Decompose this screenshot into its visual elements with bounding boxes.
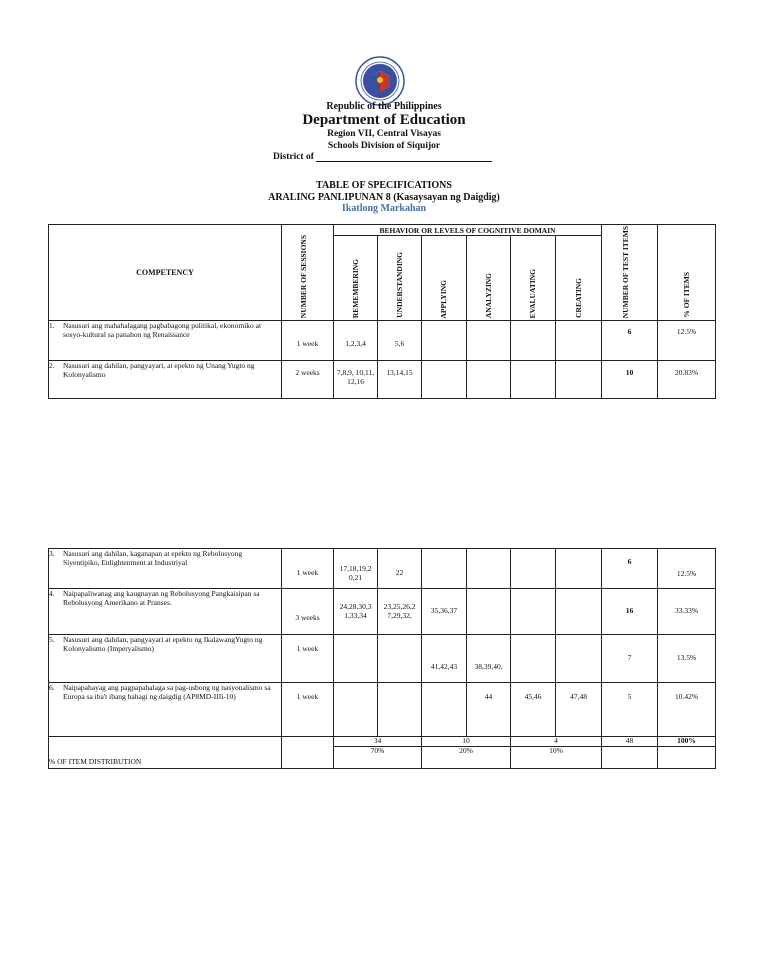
creating-cell (556, 549, 602, 589)
total-evaluate-create-count: 4 (511, 737, 602, 747)
applying-cell: 41,42,43 (422, 635, 467, 683)
understanding-header: UNDERSTANDING (378, 236, 422, 321)
evaluating-cell: 45,46 (511, 683, 556, 737)
table-row (49, 635, 716, 683)
understanding-cell: 5,6 (378, 321, 422, 361)
analyzing-cell (467, 321, 511, 361)
sessions-cell: 3 weeks (282, 589, 334, 635)
table-row (49, 589, 716, 635)
totals-percent-blank (658, 747, 716, 769)
items-cell: 6 (602, 549, 658, 589)
sessions-cell: 2 weeks (282, 361, 334, 399)
table-row (49, 321, 716, 361)
evaluating-header: EVALUATING (511, 236, 556, 321)
total-apply-analyze-count: 10 (422, 737, 511, 747)
remembering-cell: 24,28,30,3 1,33,34 (334, 589, 378, 635)
analyzing-cell (467, 589, 511, 635)
remembering-cell: 7,8,9, 10,11, 12,16 (334, 361, 378, 399)
competency-cell: 2. Nasusuri ang dahilan, pangyayari, at epekto ng Unang Yugto ng Kolonyalismo (49, 361, 282, 399)
applying-header: APPLYING (422, 236, 467, 321)
division-heading: Schools Division of Siquijor (327, 141, 441, 151)
percent-cell: 13.5% (658, 635, 716, 683)
evaluating-cell (511, 361, 556, 399)
tos-table-part1 (48, 224, 716, 399)
remembering-cell (334, 635, 378, 683)
totals-items-blank (602, 747, 658, 769)
test-items-header: NUMBER OF TEST ITEMS (602, 225, 658, 321)
total-percent: 100% (658, 737, 716, 747)
understanding-cell: 23,25,26,2 7,29,32, (378, 589, 422, 635)
sessions-cell: 1 week (282, 321, 334, 361)
evaluating-cell (511, 635, 556, 683)
tos-title: TABLE OF SPECIFICATIONS (316, 180, 452, 191)
evaluating-cell (511, 321, 556, 361)
applying-cell (422, 549, 467, 589)
table-row (49, 683, 716, 737)
percent-items-header: % OF ITEMS (658, 225, 716, 321)
remembering-header: REMEMBERING (334, 236, 378, 321)
applying-cell (422, 683, 467, 737)
subject-title: ARALING PANLIPUNAN 8 (Kasaysayan ng Daigdig) (268, 192, 500, 203)
understanding-cell: 13,14,15 (378, 361, 422, 399)
cognitive-domain-header: BEHAVIOR OR LEVELS OF COGNITIVE DOMAIN (334, 225, 602, 236)
items-cell: 16 (602, 589, 658, 635)
creating-cell (556, 361, 602, 399)
item-distribution-label: % OF ITEM DISTRIBUTION (49, 737, 282, 769)
creating-cell (556, 635, 602, 683)
percent-cell: 20.83% (658, 361, 716, 399)
competency-cell: 4. Naipapaliwanag ang kaugnayan ng Rebolusyong Pangkaisipan sa Rebolusyong Amerikano at Pranses. (49, 589, 282, 635)
sessions-header: NUMBER OF SESSIONS (282, 225, 334, 321)
district-label: District of (273, 152, 314, 162)
items-cell: 10 (602, 361, 658, 399)
district-blank (316, 152, 492, 162)
region-heading: Region VII, Central Visayas (327, 129, 441, 139)
table-row (49, 361, 716, 399)
analyzing-header: ANALYZING (467, 236, 511, 321)
creating-header: CREATING (556, 236, 602, 321)
items-cell: 7 (602, 635, 658, 683)
analyzing-cell (467, 361, 511, 399)
items-cell: 5 (602, 683, 658, 737)
tos-table-part2 (48, 548, 716, 769)
sessions-cell: 1 week (282, 635, 334, 683)
sessions-cell: 1 week (282, 549, 334, 589)
totals-row-counts (49, 737, 716, 747)
total-evaluate-create-percent: 10% (511, 747, 602, 769)
understanding-cell (378, 683, 422, 737)
deped-seal-logo (355, 56, 405, 106)
totals-sessions-cell (282, 737, 334, 769)
evaluating-cell (511, 549, 556, 589)
competency-header: COMPETENCY (49, 225, 282, 321)
remembering-cell: 17,18,19,2 0,21 (334, 549, 378, 589)
competency-cell: 5. Nasusuri ang dahilan, pangyayari at epekto ng IkalawangYugto ng Kolonyalismo (Imperyalismo) (49, 635, 282, 683)
competency-cell: 3. Nasusuri ang dahilan, kaganapan at epekto ng Rebolusyong Siyentipiko, Enlightenment at Industriyal (49, 549, 282, 589)
total-remember-understand-count: 34 (334, 737, 422, 747)
republic-heading: Republic of the Philippines (326, 101, 442, 112)
percent-cell: 33.33% (658, 589, 716, 635)
analyzing-cell: 38,39,40, (467, 635, 511, 683)
district-line (273, 152, 492, 162)
department-heading: Department of Education (302, 112, 466, 128)
table-row (49, 549, 716, 589)
competency-cell: 1. Nasusuri ang mahahalagang pagbabagong pulitikal, ekonomiko at sosyo-kultural sa panahon ng Renaissance (49, 321, 282, 361)
analyzing-cell: 44 (467, 683, 511, 737)
remembering-cell (334, 683, 378, 737)
remembering-cell: 1,2,3,4 (334, 321, 378, 361)
evaluating-cell (511, 589, 556, 635)
applying-cell (422, 361, 467, 399)
percent-cell: 12.5% (658, 549, 716, 589)
percent-cell: 12.5% (658, 321, 716, 361)
sessions-cell: 1 week (282, 683, 334, 737)
total-items: 48 (602, 737, 658, 747)
creating-cell (556, 589, 602, 635)
understanding-cell (378, 635, 422, 683)
analyzing-cell (467, 549, 511, 589)
competency-cell: 6. Naipapahayag ang pagpapahalaga sa pag-usbong ng nasyonalismo sa Europa sa iba't ibang bahagi ng daigdig (AP8MD-IIIi-10) (49, 683, 282, 737)
applying-cell: 35,36,37 (422, 589, 467, 635)
creating-cell: 47,48 (556, 683, 602, 737)
understanding-cell: 22 (378, 549, 422, 589)
items-cell: 6 (602, 321, 658, 361)
percent-cell: 10.42% (658, 683, 716, 737)
applying-cell (422, 321, 467, 361)
creating-cell (556, 321, 602, 361)
total-apply-analyze-percent: 20% (422, 747, 511, 769)
total-remember-understand-percent: 70% (334, 747, 422, 769)
quarter-title: Ikatlong Markahan (341, 203, 427, 214)
